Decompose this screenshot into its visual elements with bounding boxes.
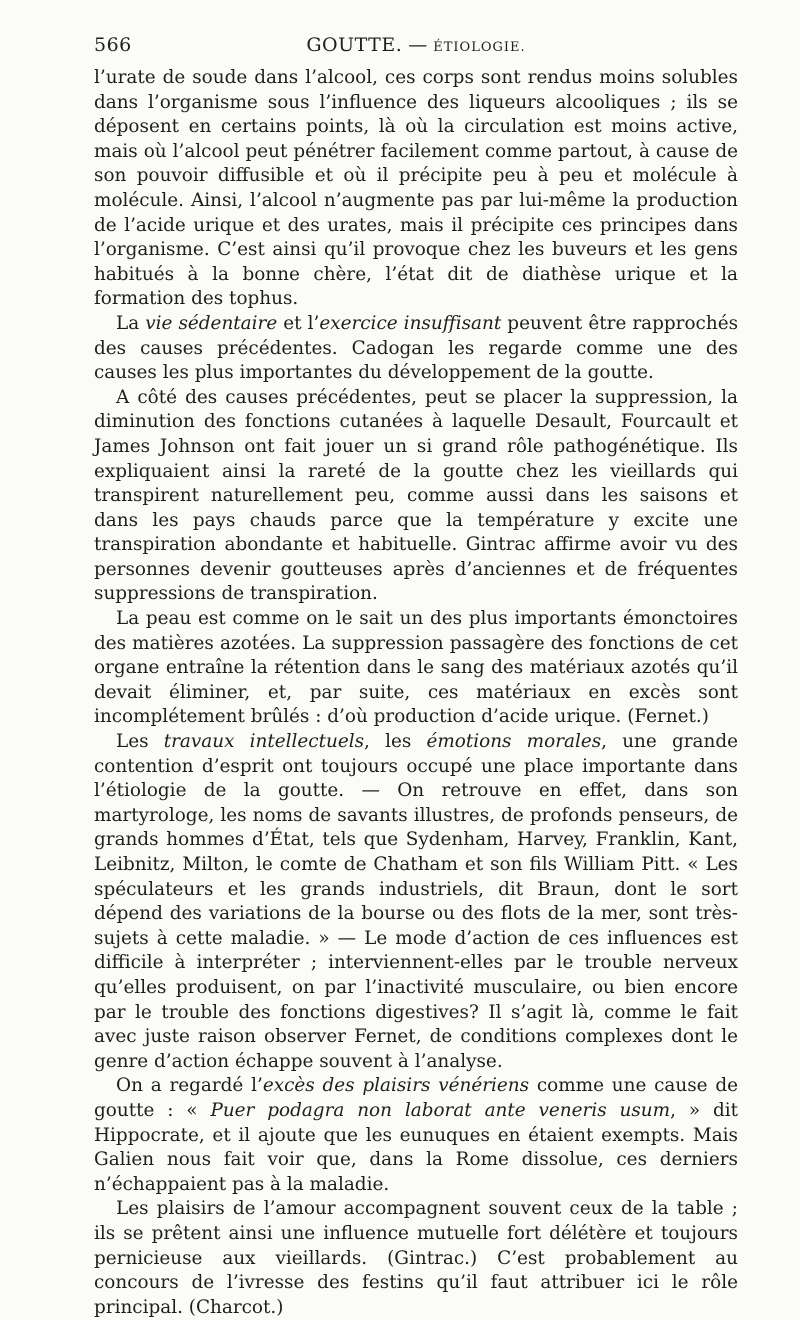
body-text (94, 66, 738, 1320)
paragraph-text: comme une cause de goutte : « (94, 1075, 738, 1121)
title-dash: — (408, 34, 428, 56)
paragraph-text: A côté des causes précédentes, peut se placer la suppression, la diminution des fonctions cutanées à laquelle Desault, Fourcault et James Johnson ont fait jouer un si grand rôle pathogénétique. Ils expliquaient ainsi la rareté de la goutte chez les vieillards qui transpirent naturellement peu, comme aussi dans les saisons et dans les pays chauds parce que la température y excite une transpiration abondante et habituelle. Gintrac affirme avoir vu des personnes devenir goutteuses après d’anciennes et de fréquentes suppressions de transpiration. (94, 386, 738, 605)
emphasis-text: excès des plaisirs vénériens (262, 1075, 530, 1097)
paragraph-text: , les (364, 731, 427, 753)
paragraph-text: Les plaisirs de l’amour accompagnent souvent ceux de la table ; ils se prêtent ainsi une influence mutuelle fort délétère et toujours pernicieuse aux vieillards. (Gintrac.) C’est probablement au concours de l’ivresse des festins qu’il faut attribuer ici le rôle principal. (Charcot.) (94, 1198, 738, 1318)
title-goutte: GOUTTE. (306, 34, 403, 56)
paragraph-cutaneous-functions (94, 386, 738, 607)
paragraph-intellectual-work (94, 730, 738, 1074)
emphasis-text: travaux intellectuels (163, 731, 365, 753)
paragraph-sedentary-life (94, 312, 738, 386)
emphasis-text: vie sédentaire (145, 312, 278, 334)
paragraph-pleasures-of-love (94, 1197, 738, 1320)
emphasis-text: Puer podagra non laborat ante veneris usum (210, 1099, 671, 1121)
page-number: 566 (94, 34, 132, 56)
paragraph-text: et l’ (277, 312, 320, 334)
paragraph-text: , » dit Hippocrate, et il ajoute que les eunuques en étaient exempts. Mais Galien nous fait voir que, dans la Rome dissolue, ces derniers n’échappaient pas à la maladie. (94, 1099, 738, 1195)
paragraph-text: La peau est comme on le sait un des plus importants émonctoires des matières azotées. La suppression passagère des fonctions de cet organe entraîne la rétention dans le sang des matériaux azotés qu’il devait éliminer, et, par suite, ces matériaux en excès sont incomplétement brûlés : d’où production d’acide urique. (Fernet.) (94, 608, 738, 728)
page-header (94, 30, 738, 66)
emphasis-text: émotions morales (426, 731, 602, 753)
emphasis-text: exercice insuffisant (319, 312, 502, 334)
paragraph-continuation (94, 66, 738, 312)
paragraph-skin-emunctory (94, 607, 738, 730)
paragraph-text: peuvent être rapprochés des causes précédentes. Cadogan les regarde comme une des causes les plus importantes du développement de la goutte. (94, 312, 739, 384)
paragraph-text: On a regardé l’ (116, 1075, 263, 1097)
paragraph-venereal-excess (94, 1074, 738, 1197)
running-title (94, 34, 738, 56)
paragraph-text: La (116, 312, 146, 334)
title-section: ÉTIOLOGIE. (433, 40, 526, 55)
paragraph-text: l’urate de soude dans l’alcool, ces corps sont rendus moins solubles dans l’organisme sous l’influence des liqueurs alcooliques ; ils se déposent en certains points, là où la circulation est moins active, mais où l’alcool peut pénétrer facilement comme partout, à cause de son pouvoir diffusible et où il précipite peu à peu et molécule à molécule. Ainsi, l’alcool n’augmente pas par lui-même la production de l’acide urique et des urates, mais il précipite ces principes dans l’organisme. C’est ainsi qu’il provoque chez les buveurs et les gens habitués à la bonne chère, l’état dit de diathèse urique et la formation des tophus. (94, 67, 738, 310)
paragraph-text: Les (116, 731, 164, 753)
paragraph-text: , une grande contention d’esprit ont toujours occupé une place importante dans l’étiologie de la goutte. — On retrouve en effet, dans son martyrologe, les noms de savants illustres, de profonds penseurs, de grands hommes d’État, tels que Sydenham, Harvey, Franklin, Kant, Leibnitz, Milton, le comte de Chatham et son fils William Pitt. « Les spéculateurs et les grands industriels, dit Braun, dont le sort dépend des variations de la bourse ou des flots de la mer, sont très-sujets à cette maladie. » — Le mode d’action de ces influences est difficile à interpréter ; interviennent-elles par le trouble nerveux qu’elles produisent, on par l’inactivité musculaire, ou bien encore par le trouble des fonctions digestives? Il s’agit là, comme le fait avec juste raison observer Fernet, de conditions complexes dont le genre d’action échappe souvent à l’analyse. (94, 731, 738, 1072)
